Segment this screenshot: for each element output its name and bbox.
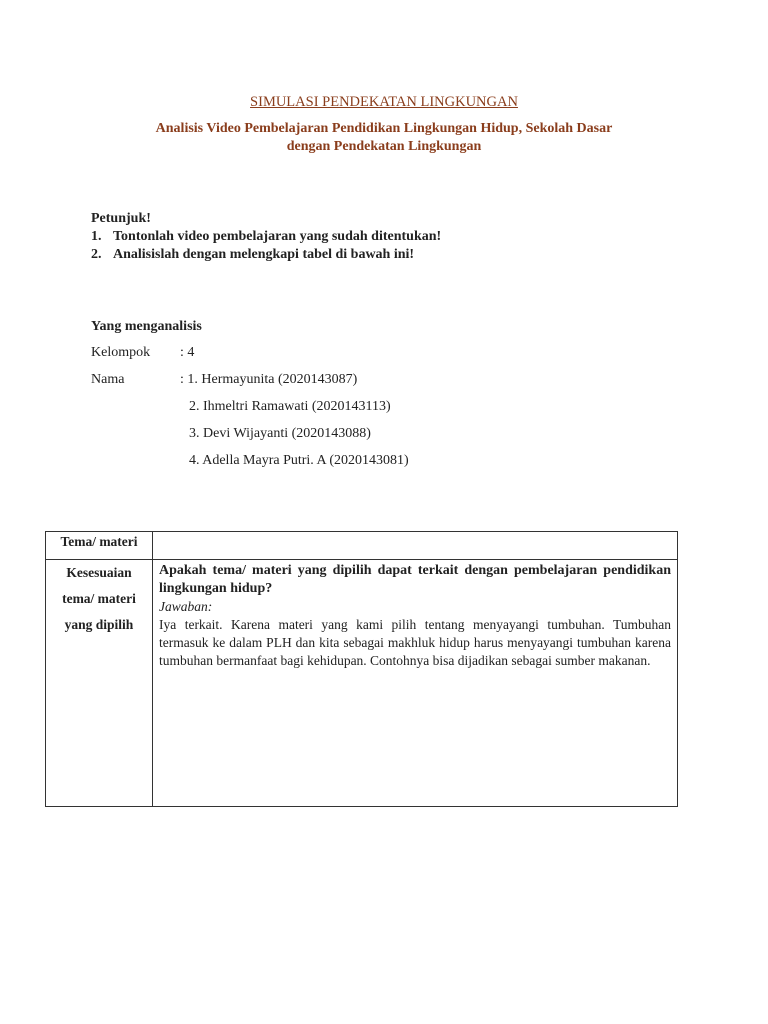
question-text: Apakah tema/ materi yang dipilih dapat terkait dengan pembelajaran pendidikan lingkungan hidup? (159, 563, 671, 596)
member-row (91, 425, 371, 452)
analyst-heading: Yang menganalisis (91, 319, 202, 334)
member-name: 3. Devi Wijayanti (2020143088) (189, 426, 371, 441)
group-row (91, 344, 202, 371)
table-row (46, 532, 678, 560)
instruction-number: 2. (91, 247, 102, 262)
member-name: 4. Adella Mayra Putri. A (2020143081) (189, 453, 409, 468)
member-name: 2. Ihmeltri Ramawati (2020143113) (189, 399, 391, 414)
document-subtitle (130, 120, 638, 156)
theme-value-cell (153, 532, 678, 560)
group-value: : 4 (180, 345, 195, 360)
analysis-table (45, 531, 678, 807)
suitability-label-line: yang dipilih (64, 617, 134, 632)
answer-cell (153, 560, 678, 807)
member-name: : 1. Hermayunita (2020143087) (180, 372, 358, 387)
subtitle-line-2: dengan Pendekatan Lingkungan (286, 139, 482, 154)
instruction-number: 1. (91, 229, 102, 244)
instruction-item (91, 228, 441, 246)
suitability-label-line: Kesesuaian (66, 565, 132, 580)
analyst-section (91, 318, 409, 479)
instruction-text: Analisislah dengan melengkapi tabel di bawah ini! (113, 247, 415, 262)
theme-label-cell: Tema/ materi (46, 532, 153, 560)
member-row (91, 398, 391, 425)
instructions-heading: Petunjuk! (91, 211, 151, 226)
document-title: SIMULASI PENDEKATAN LINGKUNGAN (250, 94, 518, 110)
instruction-item (91, 246, 441, 264)
name-row (91, 371, 358, 398)
suitability-label-cell (46, 560, 153, 807)
suitability-label-line: tema/ materi (62, 591, 136, 606)
subtitle-line-1: Analisis Video Pembelajaran Pendidikan Lingkungan Hidup, Sekolah Dasar (155, 121, 613, 136)
member-row (91, 452, 409, 479)
instruction-text: Tontonlah video pembelajaran yang sudah ditentukan! (113, 229, 442, 244)
group-label: Kelompok (91, 345, 151, 360)
table-row (46, 560, 678, 807)
instructions-section (91, 210, 441, 264)
name-label: Nama (91, 372, 125, 387)
answer-label: Jawaban: (159, 599, 213, 614)
answer-text: Iya terkait. Karena materi yang kami pilih tentang menyayangi tumbuhan. Tumbuhan termasuk ke dalam PLH dan kita sebagai makhluk hidup harus menyayangi tumbuhan karena tumbuhan bermanfaat bagi kehidupan. Contohnya bisa dijadikan sebagai sumber makanan. (159, 617, 671, 668)
